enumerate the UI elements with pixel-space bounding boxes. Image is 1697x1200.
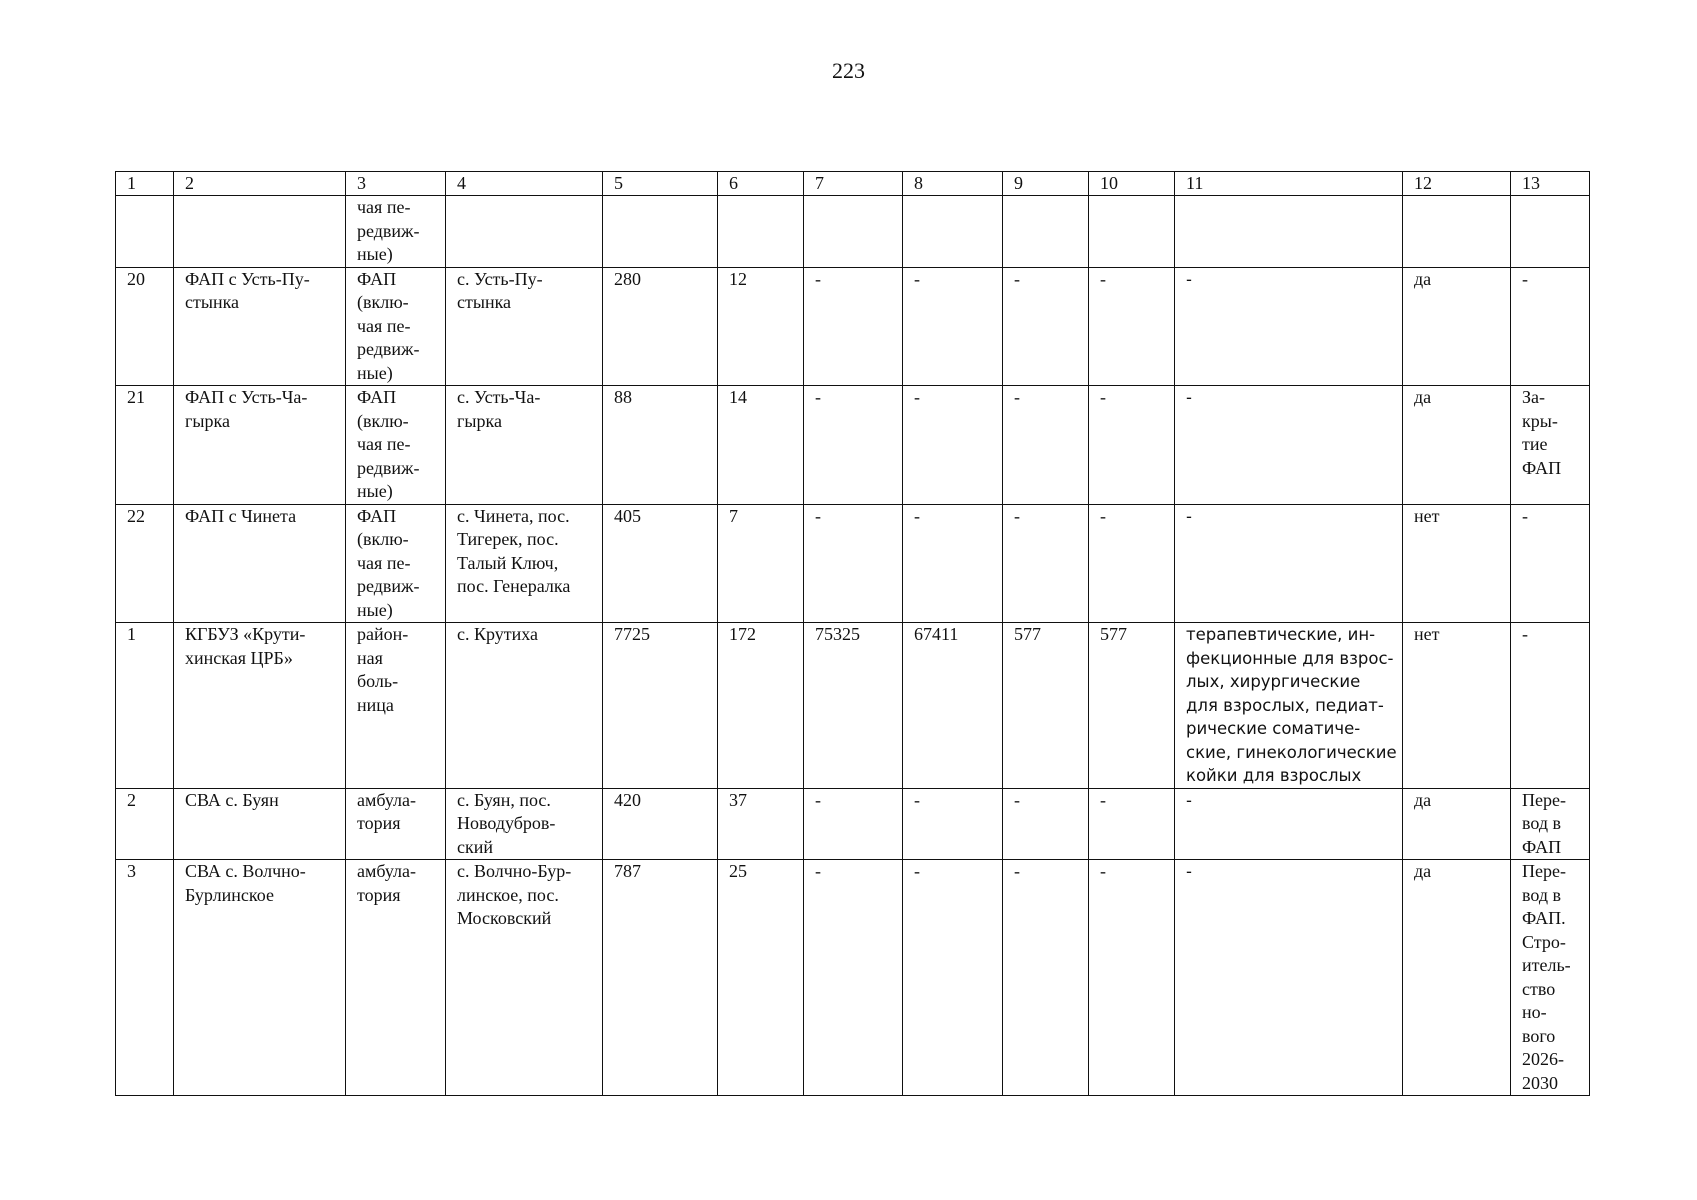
- header-cell: 10: [1089, 172, 1175, 196]
- table-cell: -: [903, 788, 1003, 860]
- table-row: [116, 623, 1590, 789]
- table-cell: [603, 196, 718, 268]
- table-row: [116, 267, 1590, 386]
- table-cell: 2: [116, 788, 174, 860]
- table-cell: с. Чинета, пос. Тигерек, пос. Талый Ключ, пос. Генералка: [446, 504, 603, 623]
- table-cell: [1403, 196, 1511, 268]
- table-cell: -: [804, 386, 903, 505]
- table-cell: 88: [603, 386, 718, 505]
- table-cell: Пере- вод в ФАП: [1511, 788, 1590, 860]
- header-cell: 2: [174, 172, 346, 196]
- table-cell: -: [1003, 386, 1089, 505]
- table-cell: -: [804, 860, 903, 1096]
- table-cell: -: [1003, 504, 1089, 623]
- header-cell: 1: [116, 172, 174, 196]
- table-cell: 67411: [903, 623, 1003, 789]
- table-cell: 7725: [603, 623, 718, 789]
- table-cell: [174, 196, 346, 268]
- header-cell: 4: [446, 172, 603, 196]
- table-cell: -: [1511, 267, 1590, 386]
- table-cell: [1511, 196, 1590, 268]
- table-cell: нет: [1403, 623, 1511, 789]
- table-cell: ФАП (вклю- чая пе- редвиж- ные): [346, 267, 446, 386]
- table-cell: -: [1089, 860, 1175, 1096]
- header-cell: 6: [718, 172, 804, 196]
- table-cell: ФАП с Чинета: [174, 504, 346, 623]
- table-cell: с. Крутиха: [446, 623, 603, 789]
- table-cell: [446, 196, 603, 268]
- table-cell: с. Усть-Пу- стынка: [446, 267, 603, 386]
- table-cell: район- ная боль- ница: [346, 623, 446, 789]
- header-cell: 13: [1511, 172, 1590, 196]
- table-cell: 405: [603, 504, 718, 623]
- header-cell: 5: [603, 172, 718, 196]
- table-cell: -: [1089, 267, 1175, 386]
- table-cell: да: [1403, 386, 1511, 505]
- table-cell: [1089, 196, 1175, 268]
- table-cell: [804, 196, 903, 268]
- table-cell: [903, 196, 1003, 268]
- table-cell: -: [1175, 386, 1403, 505]
- table-cell: 577: [1003, 623, 1089, 789]
- table-cell: 7: [718, 504, 804, 623]
- header-cell: 3: [346, 172, 446, 196]
- table-cell: -: [1089, 504, 1175, 623]
- table-cell: -: [1175, 860, 1403, 1096]
- table-row: [116, 860, 1590, 1096]
- table-cell: -: [1089, 788, 1175, 860]
- table-cell: 3: [116, 860, 174, 1096]
- table-cell: Пере- вод в ФАП. Стро- итель- ство но- вого 2026- 2030: [1511, 860, 1590, 1096]
- table-cell: -: [903, 504, 1003, 623]
- table-cell: -: [1511, 504, 1590, 623]
- table-cell: -: [804, 504, 903, 623]
- table-cell: -: [1511, 623, 1590, 789]
- table-cell: -: [1175, 504, 1403, 623]
- table-cell: да: [1403, 788, 1511, 860]
- table-cell: -: [903, 386, 1003, 505]
- table-cell: -: [804, 788, 903, 860]
- table-cell: чая пе- редвиж- ные): [346, 196, 446, 268]
- table-cell: 787: [603, 860, 718, 1096]
- table-cell: ФАП (вклю- чая пе- редвиж- ные): [346, 504, 446, 623]
- table-cell: терапевтические, ин- фекционные для взрос- лых, хирургические для взрослых, педиат- рические соматиче- ские, гинекологические койки для взрослых: [1175, 623, 1403, 789]
- table-cell: -: [804, 267, 903, 386]
- table-row: [116, 504, 1590, 623]
- table-cell: -: [1003, 860, 1089, 1096]
- header-cell: 12: [1403, 172, 1511, 196]
- table-cell: 22: [116, 504, 174, 623]
- table-cell: с. Волчно-Бур- линское, пос. Московский: [446, 860, 603, 1096]
- table-cell: [1003, 196, 1089, 268]
- table-cell: -: [1003, 788, 1089, 860]
- table-cell: да: [1403, 267, 1511, 386]
- table-cell: -: [1175, 267, 1403, 386]
- table-cell: -: [1175, 788, 1403, 860]
- table-cell: да: [1403, 860, 1511, 1096]
- table-header-row: [116, 172, 1590, 196]
- table-row: [116, 386, 1590, 505]
- table-cell: СВА с. Буян: [174, 788, 346, 860]
- table-cell: 1: [116, 623, 174, 789]
- table-cell: СВА с. Волчно- Бурлинское: [174, 860, 346, 1096]
- table-row: [116, 196, 1590, 268]
- table-cell: 12: [718, 267, 804, 386]
- header-cell: 8: [903, 172, 1003, 196]
- table-cell: с. Буян, пос. Новодубров- ский: [446, 788, 603, 860]
- table-cell: 280: [603, 267, 718, 386]
- table-cell: -: [903, 267, 1003, 386]
- table-cell: 14: [718, 386, 804, 505]
- table-cell: -: [1003, 267, 1089, 386]
- header-cell: 11: [1175, 172, 1403, 196]
- table-cell: амбула- тория: [346, 788, 446, 860]
- table-cell: 577: [1089, 623, 1175, 789]
- table-cell: с. Усть-Ча- гырка: [446, 386, 603, 505]
- table-cell: 420: [603, 788, 718, 860]
- table-cell: -: [903, 860, 1003, 1096]
- table-body: [116, 172, 1590, 1096]
- data-table: [115, 171, 1590, 1096]
- table-cell: КГБУЗ «Крути- хинская ЦРБ»: [174, 623, 346, 789]
- table-cell: [1175, 196, 1403, 268]
- table-cell: 75325: [804, 623, 903, 789]
- table-cell: [718, 196, 804, 268]
- page-number: 223: [832, 58, 865, 83]
- table-cell: [116, 196, 174, 268]
- table-cell: амбула- тория: [346, 860, 446, 1096]
- table-cell: 172: [718, 623, 804, 789]
- table-cell: 20: [116, 267, 174, 386]
- header-cell: 7: [804, 172, 903, 196]
- table-cell: нет: [1403, 504, 1511, 623]
- table-cell: За- кры- тие ФАП: [1511, 386, 1590, 505]
- table-cell: ФАП с Усть-Ча- гырка: [174, 386, 346, 505]
- table-cell: -: [1089, 386, 1175, 505]
- header-cell: 9: [1003, 172, 1089, 196]
- table-cell: 21: [116, 386, 174, 505]
- table-cell: 37: [718, 788, 804, 860]
- table-cell: ФАП (вклю- чая пе- редвиж- ные): [346, 386, 446, 505]
- table-cell: 25: [718, 860, 804, 1096]
- table-cell: ФАП с Усть-Пу- стынка: [174, 267, 346, 386]
- table-row: [116, 788, 1590, 860]
